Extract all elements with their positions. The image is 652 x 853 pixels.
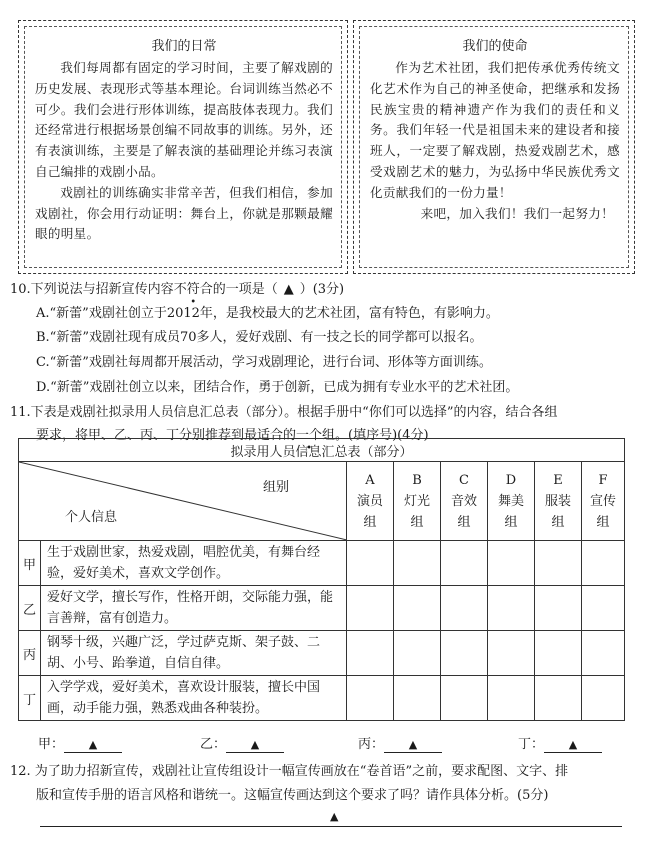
- header-group-label: 组别: [263, 480, 290, 495]
- column-a-line2: 组: [363, 514, 377, 530]
- cell-bing-f[interactable]: [582, 631, 625, 676]
- fill-bing: [358, 733, 442, 753]
- row-label-bing: 丙: [19, 631, 41, 676]
- q10-option-c: C.“新蕾”戏剧社每周都开展活动，学习戏剧理论，进行台词、形体等方面训练。: [36, 355, 492, 370]
- q10-emphasis: 不符合: [173, 282, 213, 297]
- fill-jia-blank[interactable]: [64, 737, 122, 753]
- cell-bing-e[interactable]: [535, 631, 582, 676]
- row-info-bing: 钢琴十级，兴趣广泛，学过萨克斯、架子鼓、二胡、小号、跆拳道，自信自律。: [41, 631, 347, 676]
- column-f-publicity: [582, 462, 625, 541]
- column-d-stage-art: [488, 462, 535, 541]
- cell-bing-b[interactable]: [394, 631, 441, 676]
- cell-yi-e[interactable]: [535, 586, 582, 631]
- fill-bing-label: 丙：: [358, 737, 385, 752]
- row-label-jia: 甲: [19, 541, 41, 586]
- column-a-line1: 演员: [356, 493, 383, 509]
- cell-jia-d[interactable]: [488, 541, 535, 586]
- box-mission-slogan: 来吧，加入我们！我们一起努力！: [420, 205, 614, 221]
- diagonal-line: [19, 462, 347, 540]
- fill-ding-blank[interactable]: [544, 737, 602, 753]
- fill-yi: [200, 733, 284, 753]
- cell-ding-e[interactable]: [535, 676, 582, 721]
- q10-stem-b: 的一项是（: [212, 282, 278, 297]
- cell-jia-c[interactable]: [441, 541, 488, 586]
- column-f-letter: F: [598, 472, 608, 488]
- table-header-diagonal: [19, 462, 347, 541]
- table-caption: 拟录用人员信息汇总表（部分）: [19, 439, 625, 462]
- q10-answer-mark[interactable]: ▲: [283, 282, 294, 297]
- column-e-line1: 服装: [544, 493, 571, 509]
- fill-ding-mark: ▲: [568, 738, 578, 751]
- cell-ding-b[interactable]: [394, 676, 441, 721]
- cell-ding-a[interactable]: [347, 676, 394, 721]
- q10-option-b: B.“新蕾”戏剧社现有成员70多人，爱好戏剧、有一技之长的同学都可以报名。: [36, 330, 483, 345]
- fill-yi-label: 乙：: [200, 737, 227, 752]
- fill-jia-mark: ▲: [88, 738, 98, 751]
- q10-stem-a: 10.下列说法与招新宣传内容: [10, 282, 174, 297]
- cell-jia-a[interactable]: [347, 541, 394, 586]
- cell-ding-c[interactable]: [441, 676, 488, 721]
- cell-yi-c[interactable]: [441, 586, 488, 631]
- cell-bing-d[interactable]: [488, 631, 535, 676]
- fill-ding-label: 丁：: [518, 737, 545, 752]
- row-info-jia: 生于戏剧世家，热爱戏剧，唱腔优美，有舞台经验，爱好美术，喜欢文学创作。: [41, 541, 347, 586]
- box-mission: [353, 20, 635, 274]
- cell-yi-f[interactable]: [582, 586, 625, 631]
- q12-stem-line2: 版和宣传手册的语言风格和谐统一。这幅宣传画达到这个要求了吗？请作具体分析。(5分): [36, 788, 549, 803]
- row-label-yi: 乙: [19, 586, 41, 631]
- cell-yi-d[interactable]: [488, 586, 535, 631]
- q12-answer-line[interactable]: [40, 826, 622, 827]
- column-e-costume: [535, 462, 582, 541]
- q12-stem-line1: 12. 为了助力招新宣传，戏剧社让宣传组设计一幅宣传画放在“卷首语”之前，要求配图、文字、排: [10, 764, 569, 779]
- column-c-sound: [441, 462, 488, 541]
- column-f-line2: 组: [596, 514, 610, 530]
- cell-bing-a[interactable]: [347, 631, 394, 676]
- q11-stem-line1: 11.下表是戏剧社拟录用人员信息汇总表（部分）。根据手册中“你们可以选择”的内容，结合各组: [10, 405, 558, 420]
- cell-ding-d[interactable]: [488, 676, 535, 721]
- column-b-line2: 组: [410, 514, 424, 530]
- column-b-letter: B: [412, 472, 422, 488]
- column-d-line1: 舞美: [497, 493, 524, 509]
- q10-option-d: D.“新蕾”戏剧社创立以来，团结合作，勇于创新，已成为拥有专业水平的艺术社团。: [36, 380, 519, 395]
- cell-ding-f[interactable]: [582, 676, 625, 721]
- column-d-line2: 组: [504, 514, 518, 530]
- fill-ding: [518, 733, 602, 753]
- cell-bing-c[interactable]: [441, 631, 488, 676]
- q11-stem-line2-a: 要求，将甲、乙、丙、丁分别推荐到最适合的: [36, 428, 297, 443]
- box-daily-life-inner: [24, 26, 342, 268]
- row-info-ding: 入学学戏，爱好美术，喜欢设计服装，擅长中国画，动手能力强，熟悉戏曲各种装扮。: [41, 676, 347, 721]
- q10-stem-c: ）(3分): [299, 282, 345, 297]
- box-daily-life-title: 我们的日常: [151, 39, 217, 54]
- column-c-letter: C: [459, 472, 469, 488]
- box-daily-life-paragraph-1: 我们每周都有固定的学习时间，主要了解戏剧的历史发展、表现形式等基本理论。台词训练当然必不可少。我们会进行形体训练，提高肢体表现力。我们还经常进行根据场景创编不同故事的训练。另外，还有表演训练，主要是了解表演的基础理论并练习表演自己编排的戏剧小品。: [35, 60, 333, 179]
- box-mission-title: 我们的使命: [462, 39, 528, 54]
- column-a-letter: A: [365, 472, 375, 488]
- info-summary-table: [18, 438, 625, 721]
- q11-stem-line2-b: 组。(填序号)(4分): [322, 428, 429, 443]
- column-d-letter: D: [505, 472, 517, 488]
- column-b-lighting: [394, 462, 441, 541]
- cell-yi-b[interactable]: [394, 586, 441, 631]
- column-b-line1: 灯光: [403, 493, 430, 509]
- column-e-letter: E: [553, 472, 563, 488]
- cell-jia-b[interactable]: [394, 541, 441, 586]
- fill-jia: [38, 733, 122, 753]
- cell-yi-a[interactable]: [347, 586, 394, 631]
- header-person-label: 个人信息: [65, 510, 118, 525]
- box-daily-life-paragraph-2: 戏剧社的训练确实非常辛苦，但我们相信，参加戏剧社，你会用行动证明：舞台上，你就是那颗最耀眼的明星。: [35, 184, 333, 242]
- q11-emphasis: 一个: [296, 428, 323, 443]
- cell-jia-f[interactable]: [582, 541, 625, 586]
- box-mission-inner: [359, 26, 629, 268]
- q10-option-a: A.“新蕾”戏剧社创立于2012年，是我校最大的艺术社团，富有特色，有影响力。: [36, 306, 499, 321]
- q12-answer-mark: ▲: [330, 810, 339, 823]
- fill-yi-mark: ▲: [250, 738, 260, 751]
- cell-jia-e[interactable]: [535, 541, 582, 586]
- row-label-ding: 丁: [19, 676, 41, 721]
- column-c-line2: 组: [457, 514, 471, 530]
- row-info-yi: 爱好文学，擅长写作，性格开朗，交际能力强，能言善辩，富有创造力。: [41, 586, 347, 631]
- box-daily-life: [18, 20, 348, 274]
- column-c-line1: 音效: [450, 493, 477, 509]
- fill-bing-mark: ▲: [408, 738, 418, 751]
- q10-stem: [10, 280, 344, 300]
- fill-jia-label: 甲：: [38, 737, 65, 752]
- fill-bing-blank[interactable]: [384, 737, 442, 753]
- column-f-line1: 宣传: [590, 493, 617, 509]
- box-mission-paragraph-1: 作为艺术社团，我们把传承优秀传统文化艺术作为自己的神圣使命，把继承和发扬民族宝贵的精神遗产作为我们的责任和义务。我们年轻一代是祖国未来的建设者和接班人，一定要了解戏剧，热爱戏剧艺术，感受戏剧艺术的魅力，为弘扬中华民族优秀文化贡献我们的一份力量！: [370, 60, 620, 200]
- fill-yi-blank[interactable]: [226, 737, 284, 753]
- column-e-line2: 组: [551, 514, 565, 530]
- column-a-actors: [347, 462, 394, 541]
